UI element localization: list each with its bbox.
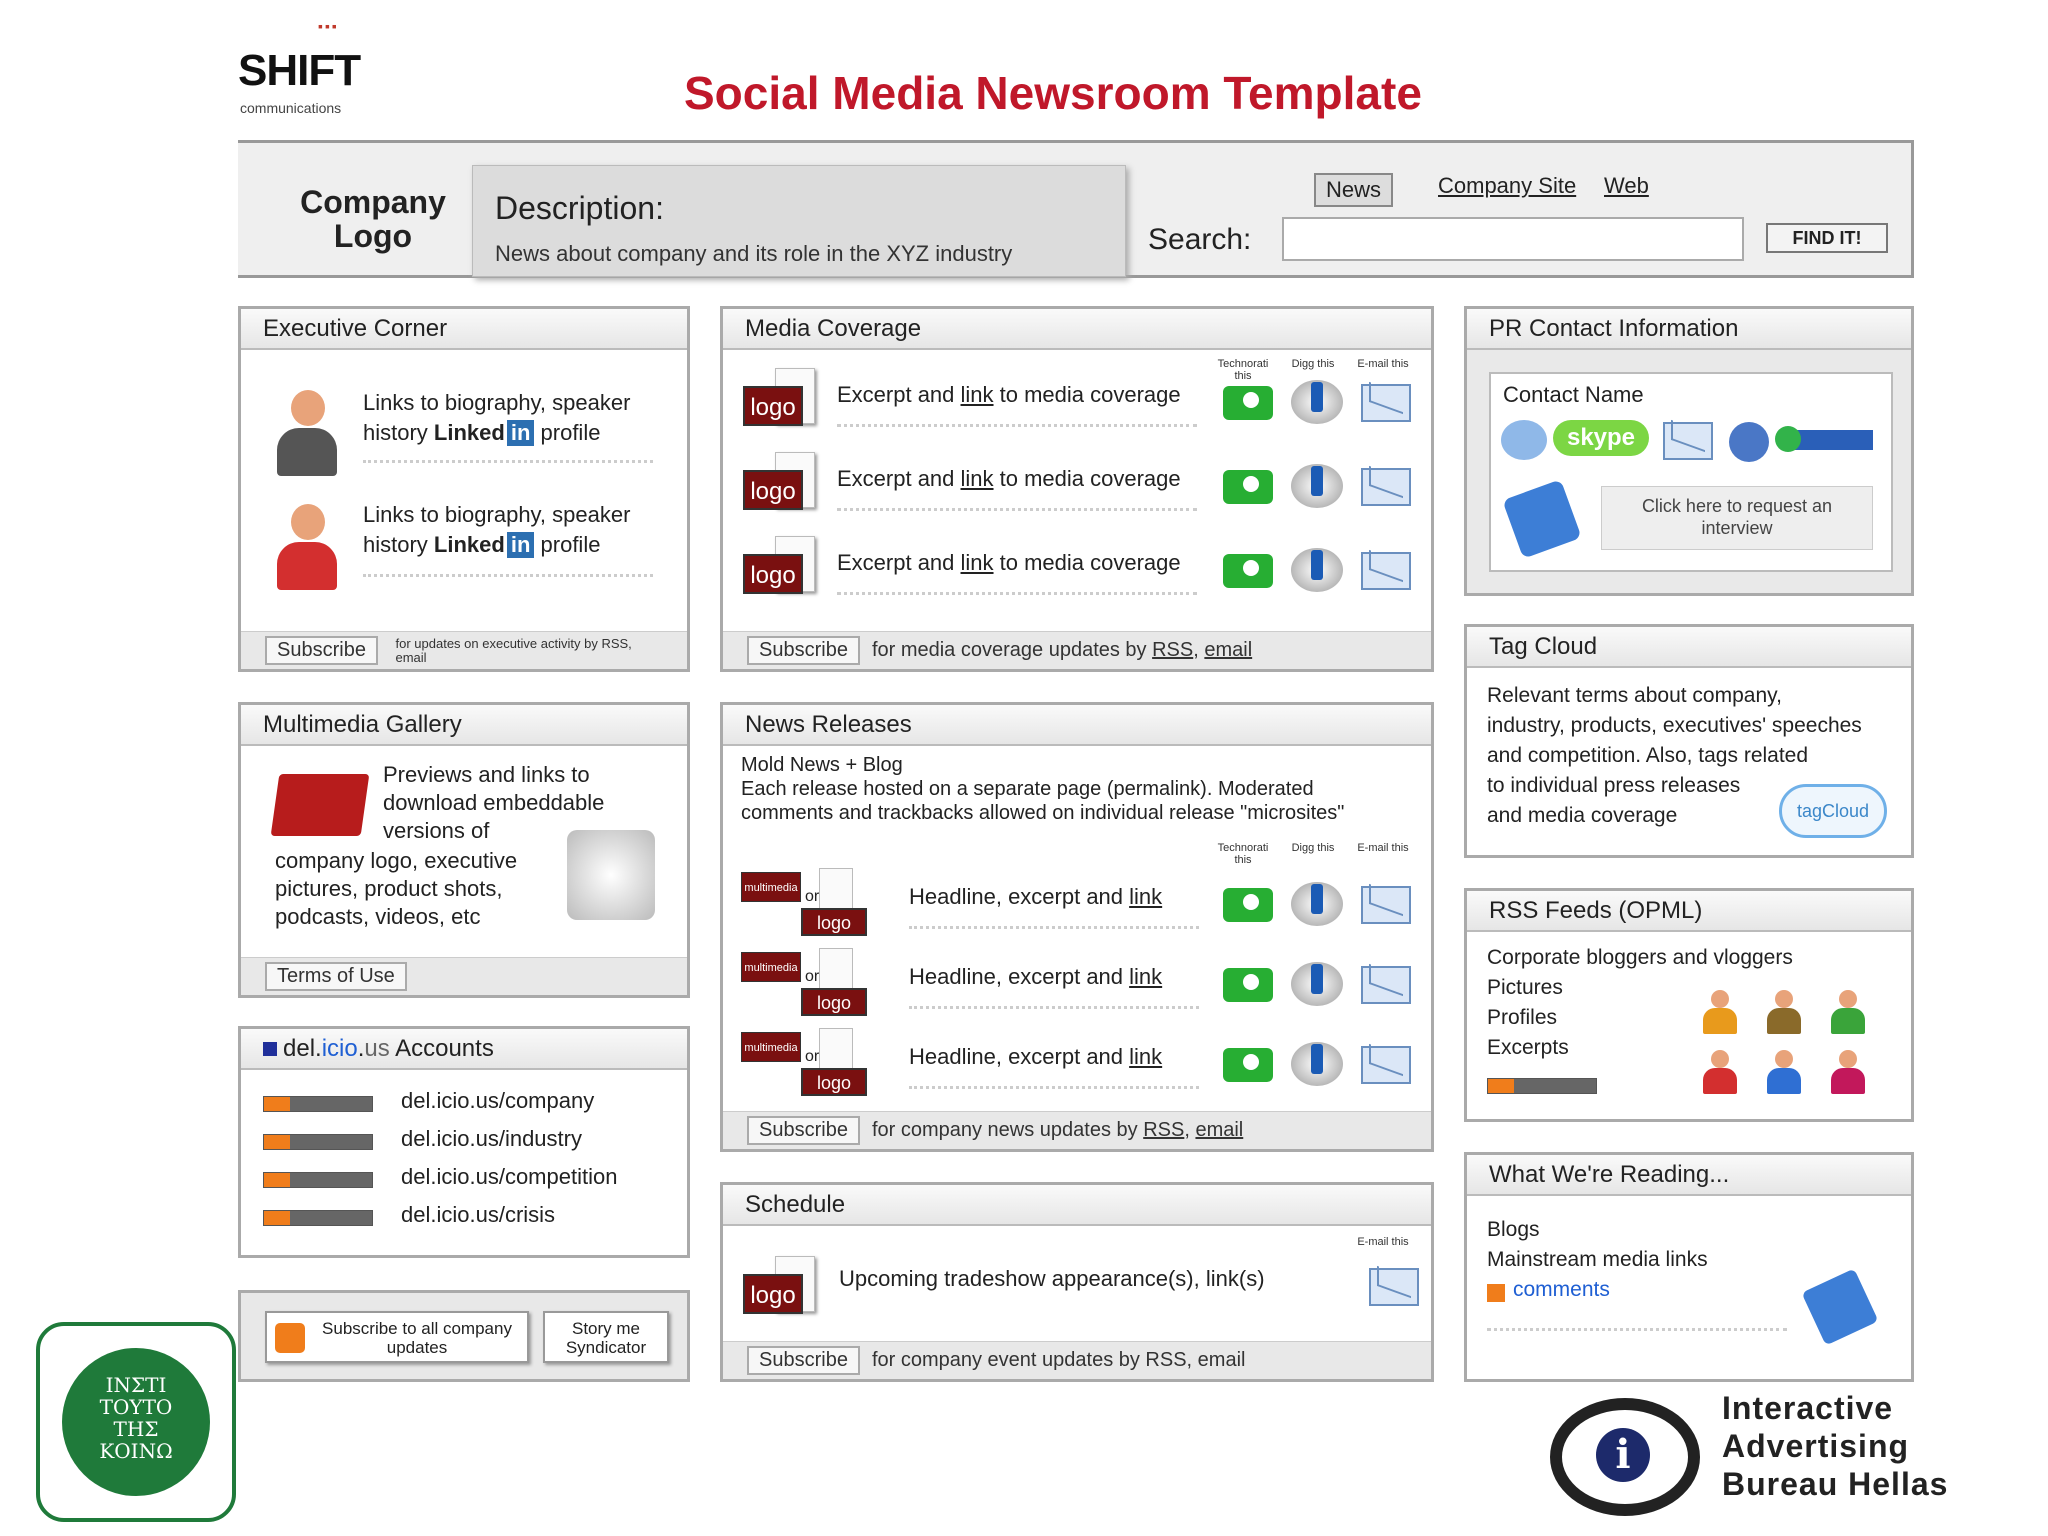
rss-item-1[interactable]: Corporate bloggers and vloggers (1487, 946, 1793, 969)
media-row-text (837, 466, 1181, 492)
executive-row-1-line1: Links to biography, speaker (363, 390, 631, 415)
news-intro-1: Mold News + Blog (741, 754, 903, 776)
delicious-panel (238, 1026, 690, 1258)
tag-cloud-text-2: industry, products, executives' speeches (1487, 714, 1862, 737)
badge-paper (819, 1028, 853, 1072)
dotted-divider (363, 574, 653, 577)
linkedin-icon[interactable]: in (507, 420, 535, 446)
person-icon (1763, 1050, 1803, 1094)
media-row-text (837, 550, 1181, 576)
reading-comments-link[interactable]: comments (1513, 1278, 1610, 1301)
contact-chat-icon[interactable] (1501, 420, 1547, 460)
multimedia-gallery-title: Multimedia Gallery (241, 702, 687, 746)
multimedia-footer (241, 957, 687, 995)
multimedia-gallery-panel (238, 702, 690, 998)
tag-cloud-icon[interactable]: tagCloud (1779, 784, 1887, 838)
news-footer-text: for company news updates by (871, 1119, 1144, 1141)
multimedia-badge: multimedia (741, 1032, 801, 1062)
executive-row-1-line2 (363, 420, 600, 446)
book-icon (1801, 1268, 1878, 1345)
contact-card (1489, 372, 1893, 572)
news-row-text (909, 884, 1162, 910)
delicious-title-accounts: Accounts (389, 1035, 494, 1062)
search-label: Search: (1148, 223, 1252, 256)
reading-panel (1464, 1152, 1914, 1382)
media-row-post: to media coverage (993, 466, 1181, 491)
delicious-rss-chip[interactable] (263, 1134, 373, 1150)
news-footer (723, 1111, 1431, 1149)
email-icon[interactable] (1361, 1046, 1411, 1084)
delicious-icon (263, 1042, 277, 1056)
media-row-post: to media coverage (993, 550, 1181, 575)
search-input[interactable] (1282, 217, 1744, 261)
delicious-link-1[interactable]: del.icio.us/company (401, 1088, 595, 1113)
executive-corner-panel (238, 306, 690, 672)
shift-logo-dots: ▪▪▪ (318, 18, 339, 34)
news-media-badge (741, 1028, 881, 1098)
pr-contact-title: PR Contact Information (1467, 306, 1911, 350)
delicious-title-icio: icio (321, 1035, 358, 1062)
email-column-header: E-mail this (1357, 842, 1409, 854)
technorati-icon[interactable] (1223, 554, 1273, 588)
badge-logo-label: logo (743, 386, 803, 426)
news-row-link[interactable]: link (1129, 884, 1163, 909)
multimedia-text-1: Previews and links to (383, 762, 590, 787)
news-row-link[interactable]: link (1129, 964, 1163, 989)
digg-icon[interactable] (1291, 548, 1343, 592)
shift-logo-sub: communications (240, 100, 342, 116)
rss-icon (275, 1323, 305, 1353)
digg-column-header: Digg this (1291, 358, 1335, 370)
media-row-pre: Excerpt and (837, 466, 961, 491)
email-icon[interactable] (1361, 886, 1411, 924)
multimedia-badge: multimedia (741, 952, 801, 982)
dotted-divider (1487, 1328, 1787, 1331)
media-footer-text: for media coverage updates by (871, 639, 1153, 661)
media-row-text (837, 382, 1181, 408)
media-footer-sep: , (1193, 639, 1205, 661)
badge-or: or (805, 968, 820, 985)
linkedin-word[interactable]: Linked (433, 532, 505, 557)
technorati-icon[interactable] (1223, 470, 1273, 504)
history-text: history (363, 532, 428, 557)
iab-line-1: Interactive (1722, 1390, 1894, 1426)
pr-contact-panel (1464, 306, 1914, 596)
delicious-title (241, 1026, 687, 1070)
news-media-badge (741, 868, 881, 938)
reading-item-blogs[interactable]: Blogs (1487, 1218, 1540, 1241)
technorati-icon[interactable] (1223, 888, 1273, 922)
person-icon (1827, 1050, 1867, 1094)
media-logo-badge (743, 536, 815, 598)
delicious-title-del: del. (283, 1035, 322, 1062)
reading-item-media[interactable]: Mainstream media links (1487, 1248, 1708, 1271)
dotted-divider (837, 592, 1197, 595)
rss-item-3[interactable]: Profiles (1487, 1006, 1558, 1029)
dotted-divider (909, 1006, 1199, 1009)
technorati-icon[interactable] (1223, 1048, 1273, 1082)
media-footer (723, 631, 1431, 669)
email-icon[interactable] (1361, 966, 1411, 1004)
delicious-rss-chip[interactable] (263, 1096, 373, 1112)
executive-footer (241, 631, 687, 669)
multimedia-text-5: pictures, product shots, (275, 876, 503, 901)
news-row-text (909, 964, 1162, 990)
person-icon (1827, 990, 1867, 1034)
email-icon[interactable] (1361, 552, 1411, 590)
iab-hellas-logo (1550, 1390, 2030, 1530)
technorati-icon[interactable] (1223, 386, 1273, 420)
rss-feeds-panel (1464, 888, 1914, 1122)
badge-logo-label: logo (743, 470, 803, 510)
news-row-pre: Headline, excerpt and (909, 1044, 1130, 1069)
delicious-link-2[interactable]: del.icio.us/industry (401, 1126, 582, 1151)
person-icon (1763, 990, 1803, 1034)
iab-line-3: Bureau Hellas (1722, 1466, 1949, 1502)
tab-news[interactable]: News (1314, 173, 1393, 207)
tab-company-site[interactable]: Company Site (1438, 173, 1577, 198)
linkedin-word[interactable]: Linked (433, 420, 505, 445)
multimedia-badge: multimedia (741, 872, 801, 902)
badge-or: or (805, 1048, 820, 1065)
delicious-link-3[interactable]: del.icio.us/competition (401, 1164, 618, 1189)
tag-cloud-text-3: and competition. Also, tags related (1487, 744, 1809, 767)
contact-name: Contact Name (1503, 382, 1644, 407)
news-row-text (909, 1044, 1162, 1070)
request-interview-button[interactable]: Click here to request an interview (1601, 486, 1873, 550)
news-releases-panel (720, 702, 1434, 1152)
news-media-badge (741, 948, 881, 1018)
shift-logo (238, 18, 408, 118)
subscribe-all-button[interactable] (265, 1311, 529, 1363)
delicious-rss-chip[interactable] (263, 1210, 373, 1226)
rss-feeds-title: RSS Feeds (OPML) (1467, 888, 1911, 932)
digg-icon[interactable] (1291, 882, 1343, 926)
digg-icon[interactable] (1291, 464, 1343, 508)
tag-cloud-text-1: Relevant terms about company, (1487, 684, 1782, 707)
history-text: history (363, 420, 428, 445)
email-icon[interactable] (1361, 384, 1411, 422)
email-column-header: E-mail this (1357, 358, 1409, 370)
female-executive-icon (275, 504, 337, 594)
schedule-footer-text: for company event updates by RSS, email (871, 1349, 1246, 1371)
digg-column-header: Digg this (1291, 842, 1335, 854)
dotted-divider (837, 424, 1197, 427)
profile-text: profile (540, 420, 601, 445)
media-row-post: to media coverage (993, 382, 1181, 407)
media-logo-badge (743, 368, 815, 430)
logo-badge: logo (801, 1068, 867, 1096)
page-title: Social Media Newsroom Template (684, 67, 1422, 119)
tag-cloud-text-4: to individual press releases (1487, 774, 1741, 797)
description-box (472, 165, 1126, 277)
tab-web[interactable]: Web (1604, 173, 1649, 198)
badge-paper (819, 948, 853, 992)
news-footer-sep: , (1184, 1119, 1196, 1141)
media-email-link[interactable]: email (1204, 639, 1253, 661)
media-subscribe-button[interactable]: Subscribe (747, 636, 860, 665)
news-row-pre: Headline, excerpt and (909, 964, 1130, 989)
dotted-divider (837, 508, 1197, 511)
news-row-link[interactable]: link (1129, 1044, 1163, 1069)
schedule-title: Schedule (723, 1182, 1431, 1226)
newsroom-header (238, 140, 1914, 278)
news-email-link[interactable]: email (1195, 1119, 1244, 1141)
multimedia-text-4: company logo, executive (275, 848, 518, 873)
company-logo-placeholder: Company Logo (300, 184, 446, 254)
technorati-column-header: Technorati this (1217, 358, 1269, 382)
dotted-divider (909, 926, 1199, 929)
news-releases-title: News Releases (723, 702, 1431, 746)
schedule-subscribe-button[interactable]: Subscribe (747, 1346, 860, 1375)
folder-icon (271, 774, 370, 836)
linkedin-icon[interactable]: in (507, 532, 535, 558)
person-icon (1699, 990, 1739, 1034)
executive-subscribe-button[interactable]: Subscribe (265, 636, 378, 665)
media-coverage-panel (720, 306, 1434, 672)
badge-paper (819, 868, 853, 912)
dotted-divider (909, 1086, 1199, 1089)
profile-text: profile (540, 532, 601, 557)
shift-logo-name: SHIFT (238, 46, 361, 95)
find-button[interactable]: FIND IT! (1766, 223, 1888, 253)
media-player-icon (567, 830, 655, 920)
description-text: News about company and its role in the XYZ industry (495, 241, 1013, 266)
subscribe-all-box (238, 1290, 690, 1382)
media-row-link[interactable]: link (960, 466, 994, 491)
media-row-link[interactable]: link (960, 382, 994, 407)
technorati-column-header: Technorati this (1217, 842, 1269, 866)
news-intro-2: Each release hosted on a separate page (permalink). Moderated (741, 778, 1314, 800)
tag-cloud-title: Tag Cloud (1467, 624, 1911, 668)
logo-badge: logo (801, 908, 867, 936)
badge-logo-label: logo (743, 554, 803, 594)
multimedia-text-6: podcasts, videos, etc (275, 904, 481, 929)
rss-item-4[interactable]: Excerpts (1487, 1036, 1569, 1059)
executive-row-2-line1: Links to biography, speaker (363, 502, 631, 527)
event-logo-badge: logo (743, 1256, 815, 1318)
person-icon (1699, 1050, 1739, 1094)
multimedia-text-3: versions of (383, 818, 490, 843)
executive-corner-title: Executive Corner (241, 306, 687, 350)
male-executive-icon (275, 390, 337, 480)
contact-email-icon[interactable] (1663, 422, 1713, 460)
digg-icon[interactable] (1291, 962, 1343, 1006)
executive-subscribe-note: for updates on executive activity by RSS, email (395, 635, 632, 665)
technorati-icon[interactable] (1223, 968, 1273, 1002)
subscribe-all-label: Subscribe to all company updates (322, 1319, 512, 1357)
email-icon[interactable] (1361, 468, 1411, 506)
media-row-pre: Excerpt and (837, 550, 961, 575)
digg-icon[interactable] (1291, 1042, 1343, 1086)
badge-or: or (805, 888, 820, 905)
comments-rss-icon (1487, 1284, 1505, 1302)
multimedia-text-2: download embeddable (383, 790, 605, 815)
media-coverage-title: Media Coverage (723, 306, 1431, 350)
schedule-email-icon[interactable] (1369, 1268, 1419, 1306)
notepad-icon (1502, 479, 1581, 558)
delicious-link-4[interactable]: del.icio.us/crisis (401, 1202, 556, 1227)
logo-badge: logo (801, 988, 867, 1016)
media-rss-link[interactable]: RSS (1152, 639, 1194, 661)
dotted-divider (363, 460, 653, 463)
contact-messenger-icon[interactable] (1729, 422, 1769, 462)
iab-line-2: Advertising (1722, 1428, 1910, 1464)
reading-title: What We're Reading... (1467, 1152, 1911, 1196)
terms-of-use-link[interactable]: Terms of Use (265, 962, 407, 991)
delicious-title-us: us (364, 1035, 390, 1062)
delicious-rss-chip[interactable] (263, 1172, 373, 1188)
media-logo-badge (743, 452, 815, 514)
digg-icon[interactable] (1291, 380, 1343, 424)
skype-icon[interactable]: skype (1553, 420, 1649, 456)
executive-row-2-line2 (363, 532, 600, 558)
tag-cloud-panel (1464, 624, 1914, 858)
institute-seal: ΙΝΣΤΙ ΤΟΥΤΟ ΤΗΣ ΚΟΙΝΩ (36, 1322, 236, 1522)
media-row-pre: Excerpt and (837, 382, 961, 407)
description-title: Description: (495, 190, 664, 226)
syndicator-button[interactable]: Story me Syndicator (543, 1311, 669, 1363)
media-row-link[interactable]: link (960, 550, 994, 575)
email-column-header: E-mail this (1357, 1236, 1409, 1248)
iab-eye-icon (1550, 1398, 1700, 1516)
rss-item-2[interactable]: Pictures (1487, 976, 1563, 999)
contact-status-badge[interactable] (1781, 430, 1873, 450)
schedule-row-text[interactable]: Upcoming tradeshow appearance(s), link(s) (839, 1266, 1265, 1291)
rss-subscribe-chip[interactable] (1487, 1078, 1597, 1094)
news-rss-link[interactable]: RSS (1143, 1119, 1185, 1141)
news-row-pre: Headline, excerpt and (909, 884, 1130, 909)
news-intro-3: comments and trackbacks allowed on individual release "microsites" (741, 802, 1345, 824)
delicious-title-dot: . (357, 1035, 365, 1062)
schedule-panel (720, 1182, 1434, 1382)
news-subscribe-button[interactable]: Subscribe (747, 1116, 860, 1145)
schedule-footer (723, 1341, 1431, 1379)
tag-cloud-text-5: and media coverage (1487, 804, 1678, 827)
